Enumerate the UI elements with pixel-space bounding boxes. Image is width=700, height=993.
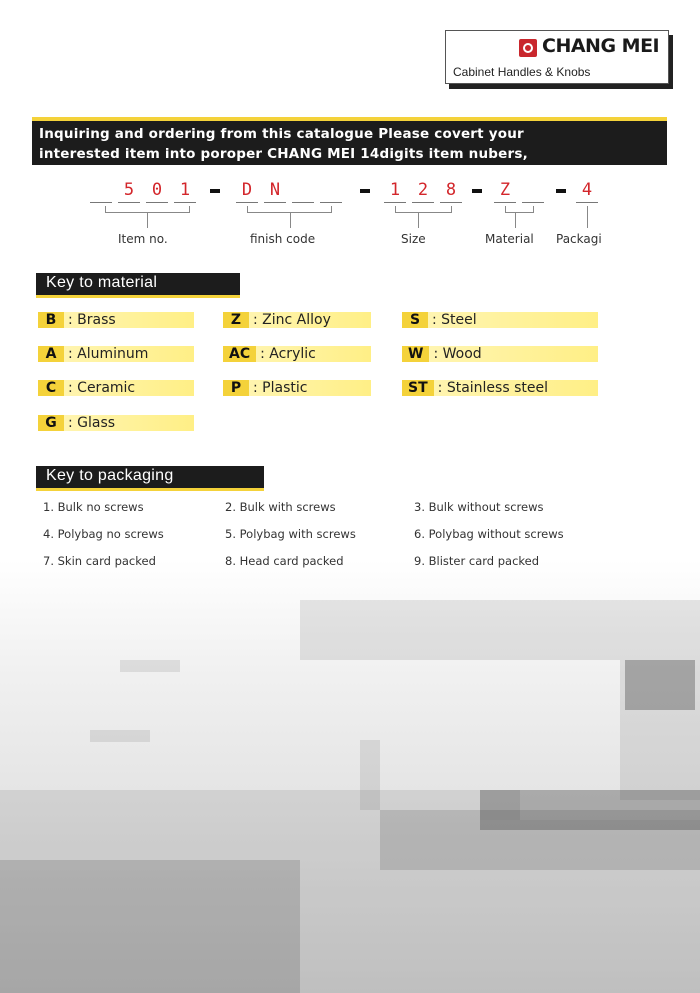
material-item: C : Ceramic [38,380,194,396]
key-to-material-header: Key to material [36,273,240,298]
instruction-banner [32,117,667,165]
connector-line [587,206,588,228]
material-item: P : Plastic [223,380,371,396]
connector-line [418,212,419,228]
material-name: Brass [77,312,116,328]
material-code: A [38,346,64,362]
material-item: B : Brass [38,312,194,328]
packaging-item: 5. Polybag with screws [225,527,356,541]
code-slot [90,178,112,203]
code-slot: N [264,178,286,203]
code-slot: 2 [412,178,434,203]
brand-name: CHANG MEI [542,35,660,57]
packaging-item: 7. Skin card packed [43,554,156,568]
packaging-item: 6. Polybag without screws [414,527,564,541]
material-name: Glass [77,415,116,431]
code-separator [556,189,566,193]
material-code: ST [402,380,434,396]
material-item: W : Wood [402,346,598,362]
connector-line [290,212,291,228]
key-to-packaging-header: Key to packaging [36,466,264,491]
code-slot: Z [494,178,516,203]
connector-line [505,212,534,213]
material-name: Ceramic [77,380,136,396]
code-slot: D [236,178,258,203]
connector-line [147,212,148,228]
material-item: G : Glass [38,415,194,431]
material-name: Aluminum [77,346,149,362]
code-separator [210,189,220,193]
material-code: P [223,380,249,396]
material-code: W [402,346,429,362]
packaging-item: 1. Bulk no screws [43,500,144,514]
material-item: A : Aluminum [38,346,194,362]
label-item-no: Item no. [118,232,168,246]
material-code: G [38,415,64,431]
code-slot: 1 [384,178,406,203]
banner-line-2: interested item into poroper CHANG MEI 14digits item nubers, [39,146,528,162]
packaging-item: 9. Blister card packed [414,554,540,568]
code-separator [472,189,482,193]
code-slot: 4 [576,178,598,203]
material-code: AC [223,346,256,362]
packaging-item: 2. Bulk with screws [225,500,336,514]
code-slot: 5 [118,178,140,203]
connector-line [395,212,452,213]
chang-mei-logo [445,30,669,84]
connector-line [515,212,516,228]
item-code-diagram [0,176,700,206]
material-name: Steel [441,312,477,328]
brand-tagline: Cabinet Handles & Knobs [453,65,591,79]
code-slot: 8 [440,178,462,203]
chang-mei-emblem-icon [519,39,537,57]
material-code: B [38,312,64,328]
packaging-item: 4. Polybag no screws [43,527,164,541]
material-code: Z [223,312,249,328]
packaging-item: 3. Bulk without screws [414,500,544,514]
label-packaging: Packagi [556,232,602,246]
material-item: S : Steel [402,312,598,328]
material-code: C [38,380,64,396]
packaging-item: 8. Head card packed [225,554,344,568]
material-name: Stainless steel [446,380,548,396]
material-item: Z : Zinc Alloy [223,312,371,328]
label-finish-code: finish code [250,232,316,246]
label-material: Material [485,232,534,246]
code-slot: 0 [146,178,168,203]
banner-line-1: Inquiring and ordering from this catalogue Please covert your [39,126,524,142]
material-name: Wood [442,346,482,362]
material-name: Zinc Alloy [262,312,331,328]
code-slot [320,178,342,203]
code-separator [360,189,370,193]
code-slot [522,178,544,203]
material-item: ST : Stainless steel [402,380,598,396]
material-name: Plastic [262,380,308,396]
material-item: AC : Acrylic [223,346,371,362]
material-name: Acrylic [269,346,316,362]
material-code: S [402,312,428,328]
code-slot: 1 [174,178,196,203]
label-size: Size [401,232,426,246]
code-slot [292,178,314,203]
kitchen-background-photo [0,560,700,993]
